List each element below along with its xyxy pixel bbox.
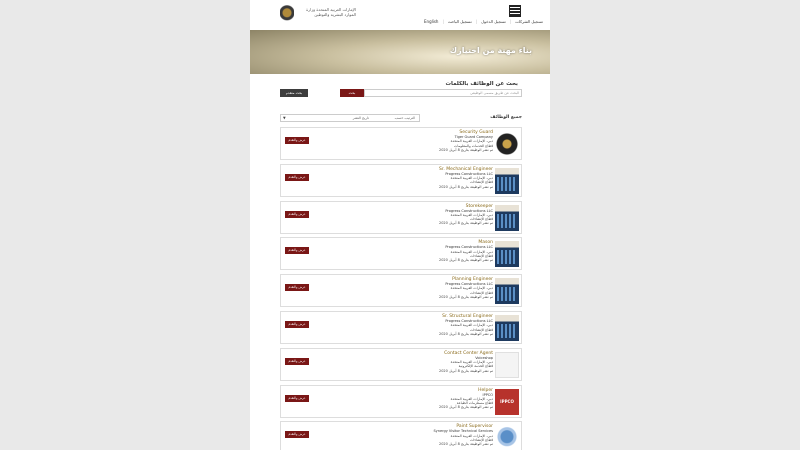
- search-row: [280, 89, 522, 97]
- uae-emblem-icon: [280, 4, 294, 26]
- nav-separator: |: [442, 19, 444, 24]
- job-card[interactable]: [280, 164, 522, 197]
- job-info: [373, 424, 493, 446]
- nav-company-register[interactable]: تسجيل الشركات: [515, 19, 543, 24]
- view-apply-button[interactable]: عرض والتقدم: [285, 211, 309, 218]
- job-sector: قطاع الإنشاءات: [470, 290, 493, 295]
- job-title[interactable]: Paint Supervisor: [456, 424, 493, 430]
- job-company: Progress Constructions LLC: [445, 208, 493, 213]
- job-sector: قطاع الخدمة الإلكترونية: [458, 364, 493, 369]
- job-date: تم نشر الوظيفة بتاريخ 8 أبريل 2020: [438, 258, 493, 263]
- job-company: Progress Constructions LLC: [445, 282, 493, 287]
- hero-banner: [250, 30, 550, 74]
- nav-seeker-register[interactable]: تسجيل الباحث: [447, 19, 472, 24]
- company-logo: [495, 425, 519, 450]
- view-apply-button[interactable]: عرض والتقدم: [285, 137, 309, 144]
- all-jobs-label: جميع الوظائف: [490, 115, 522, 120]
- ministry-logo[interactable]: [280, 4, 354, 28]
- job-company: Progress Constructions LLC: [445, 171, 493, 176]
- job-date: تم نشر الوظيفة بتاريخ 8 أبريل 2020: [438, 405, 493, 410]
- job-card[interactable]: [280, 127, 522, 160]
- search-section-title: بحث عن الوظائف بالكلمات: [445, 81, 518, 87]
- job-location: دبي، الإمارات العربية المتحدة: [450, 249, 493, 254]
- company-logo: [495, 131, 519, 157]
- top-bar: [250, 0, 550, 30]
- job-card[interactable]: [280, 201, 522, 234]
- sort-select[interactable]: [280, 114, 420, 122]
- job-title[interactable]: Security Guard: [459, 130, 493, 135]
- job-info: [373, 240, 493, 262]
- job-date: تم نشر الوظيفة بتاريخ 8 أبريل 2020: [438, 184, 493, 189]
- job-title[interactable]: Helper: [478, 387, 493, 393]
- job-card[interactable]: [280, 385, 522, 418]
- filter-row: [280, 114, 522, 122]
- job-date: تم نشر الوظيفة بتاريخ 8 أبريل 2020: [438, 295, 493, 300]
- job-date: تم نشر الوظيفة بتاريخ 8 أبريل 2020: [438, 442, 493, 447]
- view-apply-button[interactable]: عرض والتقدم: [285, 247, 309, 254]
- company-logo: [495, 315, 519, 341]
- job-location: دبي، الإمارات العربية المتحدة: [450, 139, 493, 144]
- job-location: دبي، الإمارات العربية المتحدة: [450, 323, 493, 328]
- job-date: تم نشر الوظيفة بتاريخ 8 أبريل 2020: [438, 331, 493, 336]
- qr-code-icon: [509, 5, 521, 17]
- job-info: [373, 167, 493, 189]
- job-title[interactable]: Mason: [478, 240, 493, 246]
- job-location: دبي، الإمارات العربية المتحدة: [450, 286, 493, 291]
- job-sector: قطاع الخدمات والمعلومات: [454, 143, 493, 148]
- job-location: دبي، الإمارات العربية المتحدة: [450, 433, 493, 438]
- view-apply-button[interactable]: عرض والتقدم: [285, 358, 309, 365]
- view-apply-button[interactable]: عرض والتقدم: [285, 431, 309, 438]
- job-sector: قطاع الإنشاءات: [470, 253, 493, 258]
- company-logo: [495, 241, 519, 267]
- job-sector: قطاع الإنشاءات: [470, 180, 493, 185]
- job-info: [373, 277, 493, 299]
- job-info: [373, 351, 493, 373]
- view-apply-button[interactable]: عرض والتقدم: [285, 284, 309, 291]
- job-sector: قطاع الإنشاءات: [470, 327, 493, 332]
- job-date: تم نشر الوظيفة بتاريخ 8 أبريل 2020: [438, 368, 493, 373]
- sort-option-label: الترتيب حسب: [394, 116, 415, 120]
- job-info: [373, 130, 493, 152]
- chevron-down-icon: ▼: [283, 116, 286, 120]
- company-logo: [495, 168, 519, 194]
- view-apply-button[interactable]: عرض والتقدم: [285, 395, 309, 402]
- company-logo: [495, 352, 519, 378]
- page-container: [250, 0, 550, 450]
- job-card[interactable]: [280, 237, 522, 270]
- job-card[interactable]: [280, 421, 522, 450]
- search-input[interactable]: البحث عن طريق مسمى الوظيفي: [364, 89, 522, 97]
- search-button[interactable]: بحث: [340, 89, 364, 97]
- job-list: [280, 127, 522, 450]
- job-info: [373, 204, 493, 226]
- job-company: Tiger Guard Company: [454, 135, 493, 139]
- job-company: Voiceshop: [475, 355, 493, 360]
- job-card[interactable]: [280, 311, 522, 344]
- job-date: تم نشر الوظيفة بتاريخ 8 أبريل 2020: [438, 221, 493, 226]
- top-nav: [424, 19, 543, 24]
- company-logo: [495, 278, 519, 304]
- nav-separator: |: [475, 19, 478, 24]
- job-location: دبي، الإمارات العربية المتحدة: [450, 360, 493, 365]
- company-logo: [495, 205, 519, 231]
- job-card[interactable]: [280, 348, 522, 381]
- job-company: Synergy Visitor Technical Services: [433, 429, 493, 434]
- job-card[interactable]: [280, 274, 522, 307]
- job-title[interactable]: Sr. Mechanical Engineer: [439, 166, 493, 172]
- ministry-name: الإمارات العربية المتحدة وزارة الموارد البشرية والتوطين: [306, 7, 356, 17]
- job-location: دبي، الإمارات العربية المتحدة: [450, 212, 493, 217]
- job-info: [373, 388, 493, 410]
- job-sector: قطاع مستلزمات الطباعة: [456, 401, 493, 406]
- nav-language-english[interactable]: English: [424, 19, 439, 24]
- job-sector: قطاع الإنشاءات: [470, 437, 493, 442]
- job-sector: قطاع الإنشاءات: [470, 217, 493, 222]
- job-company: IPPCO: [482, 392, 493, 397]
- job-title[interactable]: Storekeeper: [465, 203, 493, 209]
- job-title[interactable]: Sr. Structural Engineer: [442, 313, 493, 319]
- view-apply-button[interactable]: عرض والتقدم: [285, 321, 309, 328]
- job-title[interactable]: Planning Engineer: [452, 277, 493, 283]
- nav-login[interactable]: تسجيل الدخول: [481, 19, 506, 24]
- job-company: Progress Constructions LLC: [445, 318, 493, 323]
- hero-title: بناء مهنة من اختيارك: [449, 46, 532, 55]
- job-info: [373, 314, 493, 336]
- advanced-search-button[interactable]: بحث متقدم: [280, 89, 308, 97]
- job-title[interactable]: Contact Center Agent: [444, 350, 493, 356]
- sort-option-date: تاريخ النشر: [352, 116, 369, 120]
- job-location: دبي، الإمارات العربية المتحدة: [450, 176, 493, 181]
- job-company: Progress Constructions LLC: [445, 245, 493, 250]
- nav-separator: |: [509, 19, 512, 24]
- company-logo: IPPCO: [495, 389, 519, 415]
- job-location: دبي، الإمارات العربية المتحدة: [450, 396, 493, 401]
- job-date: تم نشر الوظيفة بتاريخ 8 أبريل 2020: [438, 147, 493, 152]
- view-apply-button[interactable]: عرض والتقدم: [285, 174, 309, 181]
